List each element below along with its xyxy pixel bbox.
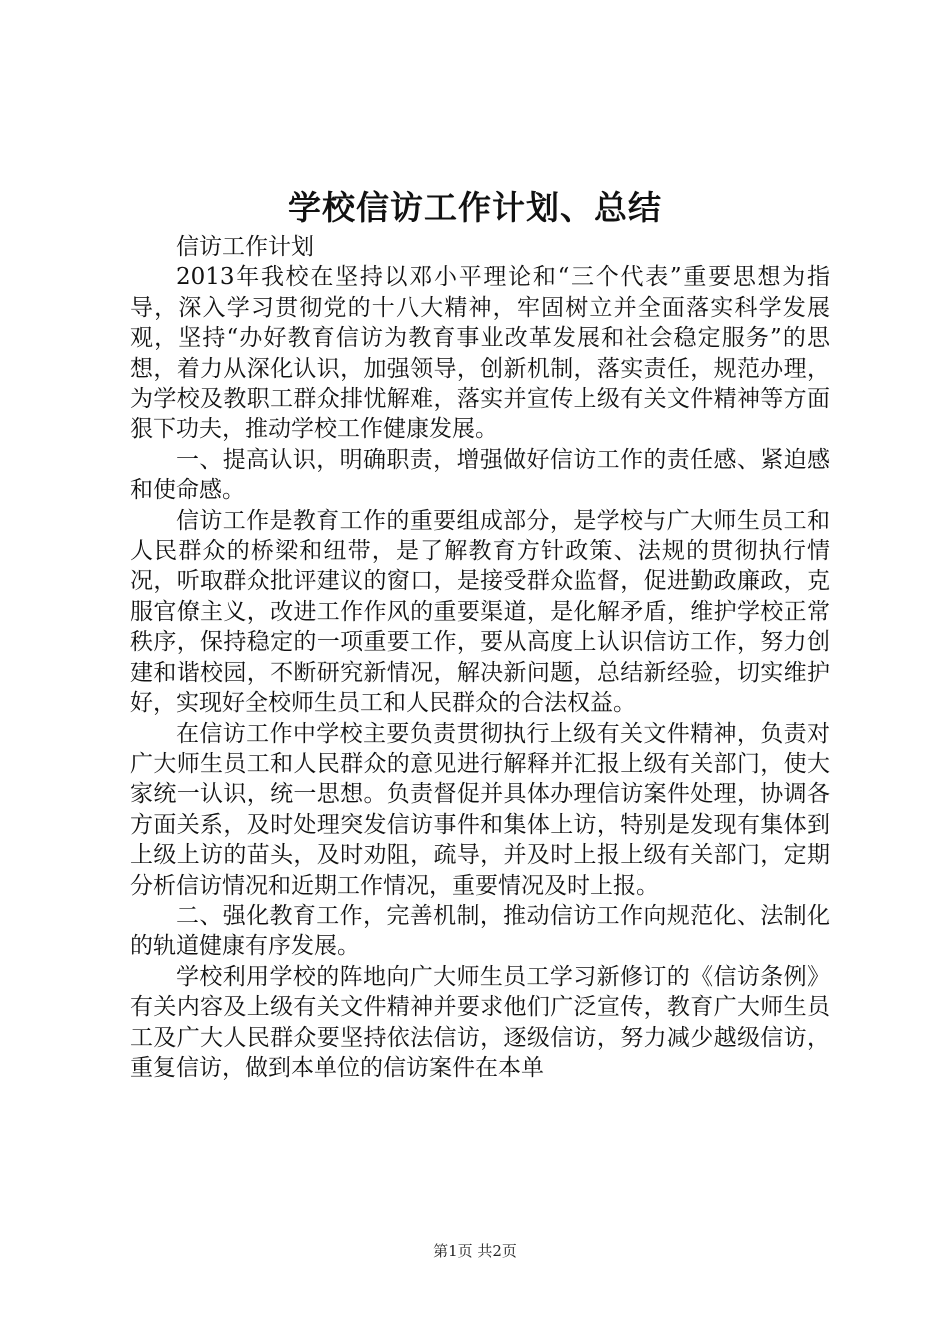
paragraph-section-1-body-1: 信访工作是教育工作的重要组成部分，是学校与广大师生员工和人民群众的桥梁和纽带，是了解教育方针政策、法规的贯彻执行情况，听取群众批评建议的窗口，是接受群众监督，促进勤政廉政，克服官僚主义，改进工作作风的重要渠道，是化解矛盾，维护学校正常秩序，保持稳定的一项重要工作，要从高度上认识信访工作，努力创建和谐校园，不断研究新情况，解决新问题，总结新经验，切实维护好，实现好全校师生员工和人民群众的合法权益。 [130, 507, 830, 717]
document-title: 学校信访工作计划、总结 [288, 188, 662, 227]
page-footer: 第1页 共2页 [433, 1242, 517, 1260]
paragraph-section-1-body-2: 在信访工作中学校主要负责贯彻执行上级有关文件精神，负责对广大师生员工和人民群众的意见进行解释并汇报上级有关部门，使大家统一认识，统一思想。负责督促并具体办理信访案件处理，协调各方面关系，及时处理突发信访事件和集体上访，特别是发现有集体到上级上访的苗头，及时劝阻，疏导，并及时上报上级有关部门，定期分析信访情况和近期工作情况，重要情况及时上报。 [130, 720, 830, 899]
paragraph-subtitle: 信访工作计划 [176, 234, 314, 260]
paragraph-section-2-heading: 二、强化教育工作，完善机制，推动信访工作向规范化、法制化的轨道健康有序发展。 [130, 902, 830, 960]
document-body [130, 232, 830, 1192]
paragraph-section-1-heading: 一、提高认识，明确职责，增强做好信访工作的责任感、紧迫感和使命感。 [130, 446, 830, 504]
paragraph-section-2-body-1: 学校利用学校的阵地向广大师生员工学习新修订的《信访条例》有关内容及上级有关文件精神并要求他们广泛宣传，教育广大师生员工及广大人民群众要坚持依法信访，逐级信访，努力减少越级信访，重复信访，做到本单位的信访案件在本单 [130, 963, 830, 1081]
paragraph-intro: 2013年我校在坚持以邓小平理论和“三个代表”重要思想为指导，深入学习贯彻党的十八大精神，牢固树立并全面落实科学发展观，坚持“办好教育信访为教育事业改革发展和社会稳定服务”的思想，着力从深化认识，加强领导，创新机制，落实责任，规范办理，为学校及教职工群众排忧解难，落实并宣传上级有关文件精神等方面狠下功夫，推动学校工作健康发展。 [130, 264, 830, 443]
